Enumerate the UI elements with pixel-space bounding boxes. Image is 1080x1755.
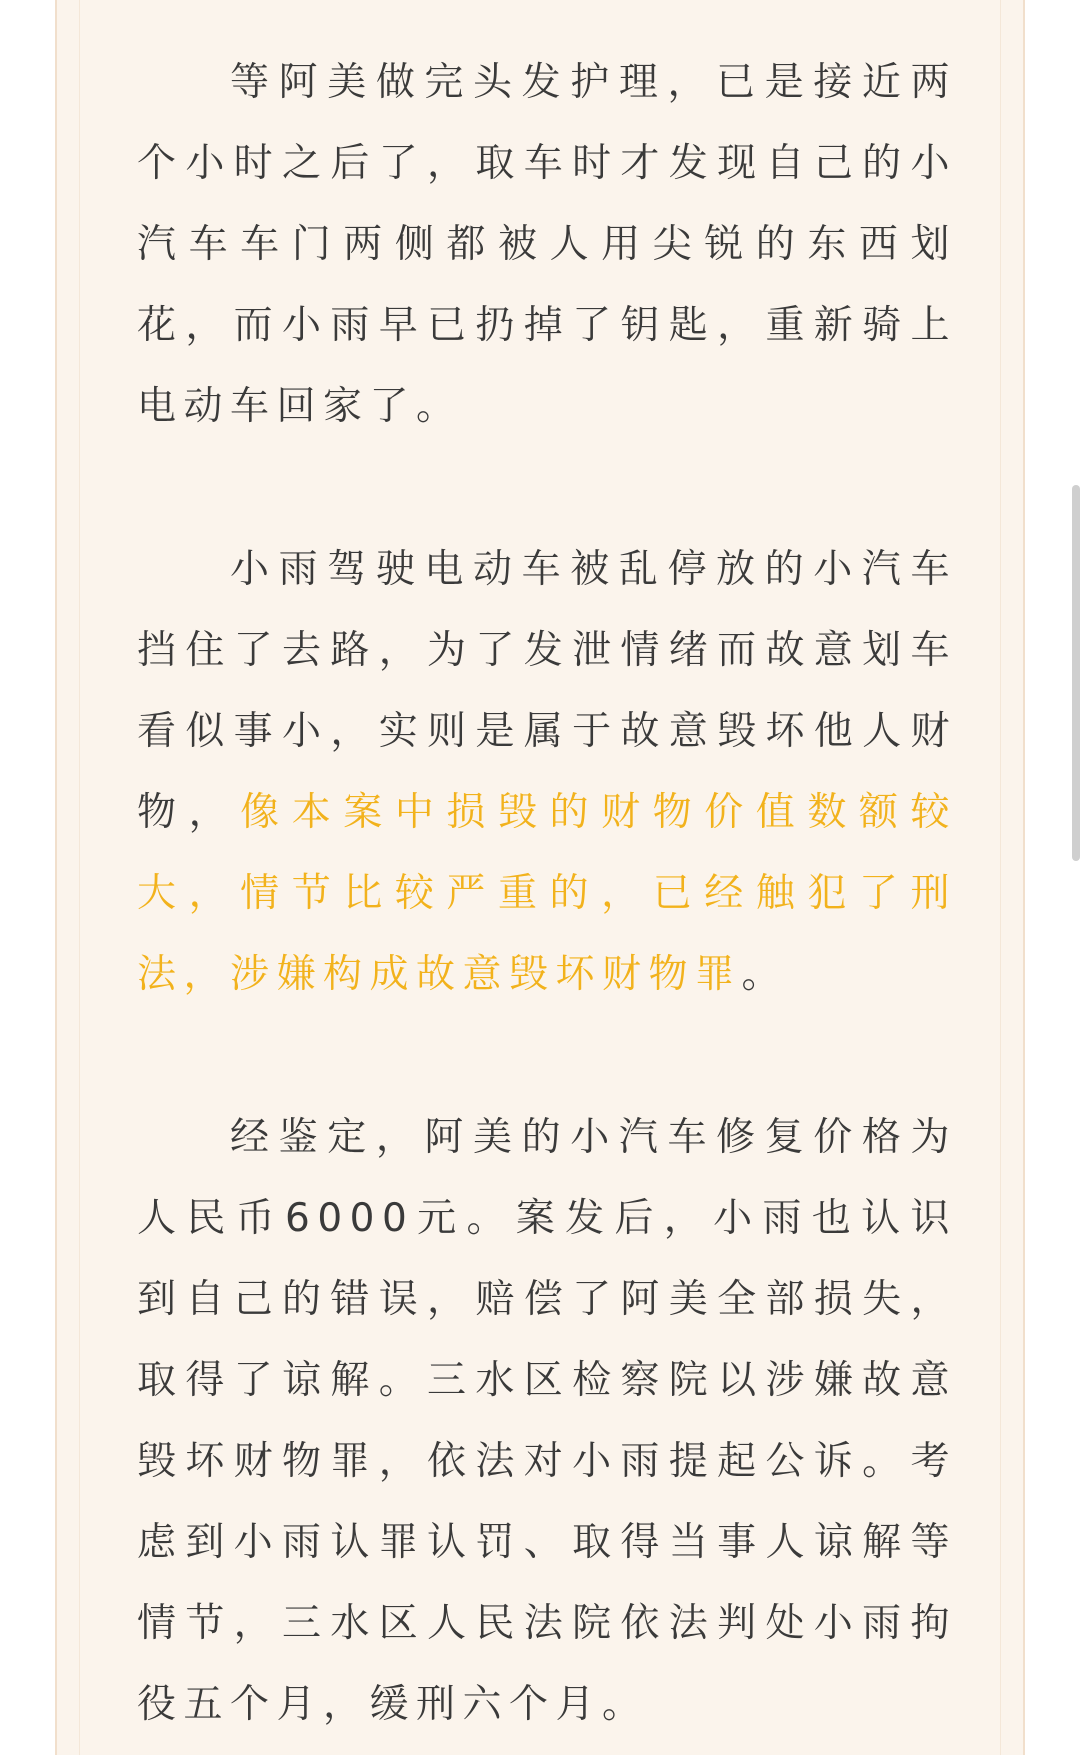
article-body [137, 42, 957, 1745]
paragraph-3 [137, 1097, 957, 1745]
article-panel [55, 0, 1025, 1755]
paragraph-2-highlight: 像本案中损毁的财物价值数额较大，情节比较严重的，已经触犯了刑法，涉嫌构成故意毁坏财物罪 [137, 790, 957, 997]
paragraph-1 [137, 42, 957, 447]
paragraph-3-text: 经鉴定，阿美的小汽车修复价格为人民币6000元。案发后，小雨也认识到自己的错误，赔偿了阿美全部损失，取得了谅解。三水区检察院以涉嫌故意毁坏财物罪，依法对小雨提起公诉。考虑到小雨认罪认罚、取得当事人谅解等情节，三水区人民法院依法判处小雨拘役五个月，缓刑六个月。 [137, 1115, 957, 1727]
scrollbar[interactable] [1072, 485, 1080, 861]
paragraph-1-text: 等阿美做完头发护理，已是接近两个小时之后了，取车时才发现自己的小汽车车门两侧都被人用尖锐的东西划花，而小雨早已扔掉了钥匙，重新骑上电动车回家了。 [137, 60, 957, 429]
paragraph-2-text: 小雨驾驶电动车被乱停放的小汽车挡住了去路，为了发泄情绪而故意划车看似事小，实则是属于故意毁坏他人财物， [137, 547, 957, 835]
paragraph-2-end: 。 [741, 952, 789, 997]
paragraph-2 [137, 529, 957, 1015]
